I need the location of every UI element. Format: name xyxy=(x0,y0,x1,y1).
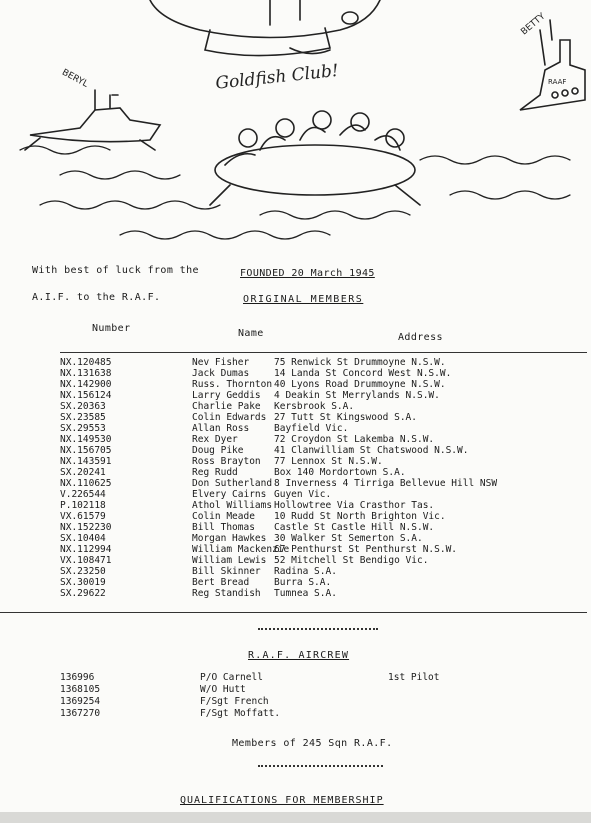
member-row xyxy=(0,401,591,412)
raf-aircrew-heading: R.A.F. AIRCREW xyxy=(248,650,350,661)
member-address: Burra S.A. xyxy=(274,577,332,588)
flying-boat-drawing xyxy=(150,0,380,56)
crew-row xyxy=(0,708,591,720)
member-name: Allan Ross xyxy=(192,423,250,434)
member-name: Ross Brayton xyxy=(192,456,261,467)
header-rule xyxy=(60,352,587,353)
member-number: SX.23585 xyxy=(60,412,106,423)
member-number: NX.112994 xyxy=(60,544,112,555)
member-row xyxy=(0,511,591,522)
member-name: William Lewis xyxy=(192,555,267,566)
member-row xyxy=(0,357,591,368)
left-ship-drawing xyxy=(25,90,160,150)
member-row xyxy=(0,533,591,544)
crew-row xyxy=(0,684,591,696)
member-name: Morgan Hawkes xyxy=(192,533,267,544)
member-address: 41 Clanwilliam St Chatswood N.S.W. xyxy=(274,445,469,456)
member-address: Kersbrook S.A. xyxy=(274,401,355,412)
member-address: 27 Tutt St Kingswood S.A. xyxy=(274,412,417,423)
member-number: VX.108471 xyxy=(60,555,112,566)
member-number: VX.61579 xyxy=(60,511,106,522)
member-name: Athol Williams xyxy=(192,500,273,511)
member-number: NX.142900 xyxy=(60,379,112,390)
section-divider-rule xyxy=(0,612,587,613)
member-name: Charlie Pake xyxy=(192,401,261,412)
member-row xyxy=(0,577,591,588)
member-row xyxy=(0,456,591,467)
dedication-line-2: A.I.F. to the R.A.F. xyxy=(32,292,161,303)
member-address: Hollowtree Via Crasthor Tas. xyxy=(274,500,435,511)
member-row xyxy=(0,566,591,577)
member-row xyxy=(0,368,591,379)
member-address: Guyen Vic. xyxy=(274,489,332,500)
member-number: P.102118 xyxy=(60,500,106,511)
crew-number: 136996 xyxy=(60,672,95,683)
crew-number: 1367270 xyxy=(60,708,101,719)
member-name: Jack Dumas xyxy=(192,368,250,379)
column-header-number: Number xyxy=(92,323,131,334)
member-number: SX.29622 xyxy=(60,588,106,599)
member-name: Elvery Cairns xyxy=(192,489,267,500)
member-number: SX.29553 xyxy=(60,423,106,434)
column-header-address: Address xyxy=(398,332,443,343)
crew-name: F/Sgt French xyxy=(200,696,269,707)
member-address: 52 Mitchell St Bendigo Vic. xyxy=(274,555,429,566)
member-number: NX.143591 xyxy=(60,456,112,467)
dotted-separator xyxy=(258,765,383,767)
member-number: NX.149530 xyxy=(60,434,112,445)
member-number: NX.131638 xyxy=(60,368,112,379)
member-row xyxy=(0,588,591,599)
member-address: 14 Landa St Concord West N.S.W. xyxy=(274,368,452,379)
crew-name: P/O Carnell xyxy=(200,672,263,683)
member-address: Radina S.A. xyxy=(274,566,337,577)
member-name: Colin Meade xyxy=(192,511,255,522)
sea-waves-drawing xyxy=(20,146,570,239)
member-address: 8 Inverness 4 Tirriga Bellevue Hill NSW xyxy=(274,478,498,489)
goldfish-club-caption: Goldfish Club! xyxy=(214,60,340,94)
member-name: Nev Fisher xyxy=(192,357,250,368)
member-row xyxy=(0,555,591,566)
member-number: NX.120485 xyxy=(60,357,112,368)
member-row xyxy=(0,379,591,390)
left-ship-label: BERYL xyxy=(60,67,90,90)
member-name: Bert Bread xyxy=(192,577,250,588)
member-number: SX.20241 xyxy=(60,467,106,478)
member-number: SX.10404 xyxy=(60,533,106,544)
member-address: 30 Walker St Semerton S.A. xyxy=(274,533,423,544)
member-name: Doug Pike xyxy=(192,445,244,456)
member-name: Bill Skinner xyxy=(192,566,261,577)
member-row xyxy=(0,500,591,511)
member-address: 72 Croydon St Lakemba N.S.W. xyxy=(274,434,435,445)
member-row xyxy=(0,434,591,445)
member-number: NX.156705 xyxy=(60,445,112,456)
member-number: SX.30019 xyxy=(60,577,106,588)
scan-bottom-edge xyxy=(0,812,591,823)
crew-row xyxy=(0,672,591,684)
member-row xyxy=(0,489,591,500)
member-row xyxy=(0,467,591,478)
member-address: 40 Lyons Road Drummoyne N.S.W. xyxy=(274,379,446,390)
life-raft-drawing xyxy=(210,111,420,205)
crew-number: 1368105 xyxy=(60,684,101,695)
qualifications-heading: QUALIFICATIONS FOR MEMBERSHIP xyxy=(180,795,384,806)
right-ship-label: BETTY xyxy=(519,11,548,38)
member-address: 4 Deakin St Merrylands N.S.W. xyxy=(274,390,440,401)
member-address: 67 Penthurst St Penthurst N.S.W. xyxy=(274,544,458,555)
column-header-name: Name xyxy=(238,328,264,339)
member-number: V.226544 xyxy=(60,489,106,500)
crew-name: F/Sgt Moffatt. xyxy=(200,708,281,719)
plane-label: RAAF xyxy=(548,78,567,86)
squadron-footer: Members of 245 Sqn R.A.F. xyxy=(232,738,393,749)
member-number: NX.152230 xyxy=(60,522,112,533)
member-number: SX.23250 xyxy=(60,566,106,577)
crew-number: 1369254 xyxy=(60,696,101,707)
dedication-line-1: With best of luck from the xyxy=(32,265,199,276)
member-address: Castle St Castle Hill N.S.W. xyxy=(274,522,435,533)
member-name: Rex Dyer xyxy=(192,434,238,445)
member-address: Bayfield Vic. xyxy=(274,423,349,434)
founded-date: FOUNDED 20 March 1945 xyxy=(240,268,375,279)
member-number: NX.110625 xyxy=(60,478,112,489)
dotted-separator xyxy=(258,628,378,630)
member-number: SX.20363 xyxy=(60,401,106,412)
member-address: Box 140 Mordortown S.A. xyxy=(274,467,406,478)
member-row xyxy=(0,390,591,401)
member-name: William Mackenzie xyxy=(192,544,290,555)
original-members-heading: ORIGINAL MEMBERS xyxy=(243,294,364,305)
member-row xyxy=(0,522,591,533)
member-row xyxy=(0,423,591,434)
member-address: 10 Rudd St North Brighton Vic. xyxy=(274,511,446,522)
member-row xyxy=(0,445,591,456)
member-row xyxy=(0,412,591,423)
crew-row xyxy=(0,696,591,708)
member-address: 75 Renwick St Drummoyne N.S.W. xyxy=(274,357,446,368)
member-row xyxy=(0,478,591,489)
member-address: 77 Lennox St N.S.W. xyxy=(274,456,383,467)
member-name: Bill Thomas xyxy=(192,522,255,533)
crew-role: 1st Pilot xyxy=(388,672,440,683)
member-address: Tumnea S.A. xyxy=(274,588,337,599)
member-name: Reg Standish xyxy=(192,588,261,599)
member-name: Larry Geddis xyxy=(192,390,261,401)
member-name: Don Sutherland xyxy=(192,478,273,489)
crew-name: W/O Hutt xyxy=(200,684,246,695)
member-number: NX.156124 xyxy=(60,390,112,401)
member-name: Colin Edwards xyxy=(192,412,267,423)
header-cartoon-illustration xyxy=(0,0,591,250)
member-name: Reg Rudd xyxy=(192,467,238,478)
member-name: Russ. Thornton xyxy=(192,379,273,390)
member-row xyxy=(0,544,591,555)
